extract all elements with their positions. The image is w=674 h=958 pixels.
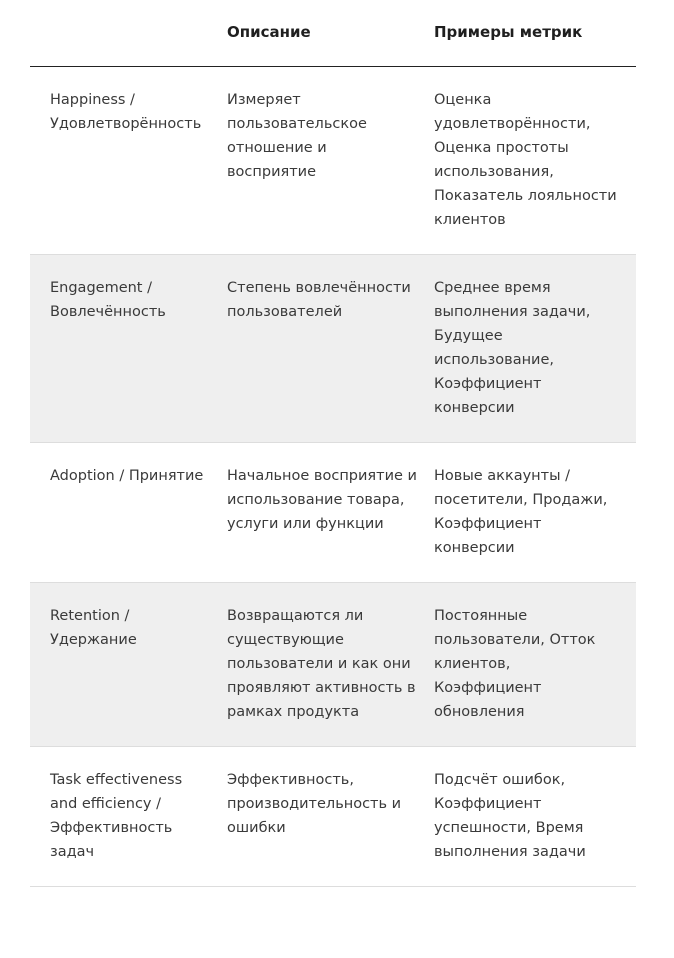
row-metrics: Оценка удовлетворённости, Оценка простоты использования, Показатель лояльности клиентов (434, 66, 636, 254)
metrics-table-container (30, 0, 636, 887)
row-metrics: Среднее время выполнения задачи, Будущее использование, Коэффициент конверсии (434, 254, 636, 442)
heart-metrics-table (30, 0, 636, 887)
row-category: Retention / Удержание (30, 582, 227, 746)
row-description: Эффективность, производительность и ошибки (227, 746, 434, 886)
header-metrics-examples: Примеры метрик (434, 0, 636, 66)
table-row (30, 66, 636, 254)
table-row (30, 254, 636, 442)
row-description: Измеряет пользовательское отношение и восприятие (227, 66, 434, 254)
row-category: Engagement / Вовлечённость (30, 254, 227, 442)
row-metrics: Подсчёт ошибок, Коэффициент успешности, Время выполнения задачи (434, 746, 636, 886)
header-row (30, 0, 636, 66)
table-header (30, 0, 636, 66)
row-description: Возвращаются ли существующие пользователи и как они проявляют активность в рамках продукта (227, 582, 434, 746)
header-category (30, 0, 227, 66)
row-category: Adoption / Принятие (30, 442, 227, 582)
row-metrics: Постоянные пользователи, Отток клиентов, Коэффициент обновления (434, 582, 636, 746)
header-description: Описание (227, 0, 434, 66)
row-description: Начальное восприятие и использование товара, услуги или функции (227, 442, 434, 582)
table-body (30, 66, 636, 886)
table-row (30, 582, 636, 746)
row-category: Task effectiveness and efficiency / Эффективность задач (30, 746, 227, 886)
table-row (30, 442, 636, 582)
row-metrics: Новые аккаунты / посетители, Продажи, Коэффициент конверсии (434, 442, 636, 582)
row-description: Степень вовлечённости пользователей (227, 254, 434, 442)
table-row (30, 746, 636, 886)
row-category: Happiness / Удовлетворённость (30, 66, 227, 254)
